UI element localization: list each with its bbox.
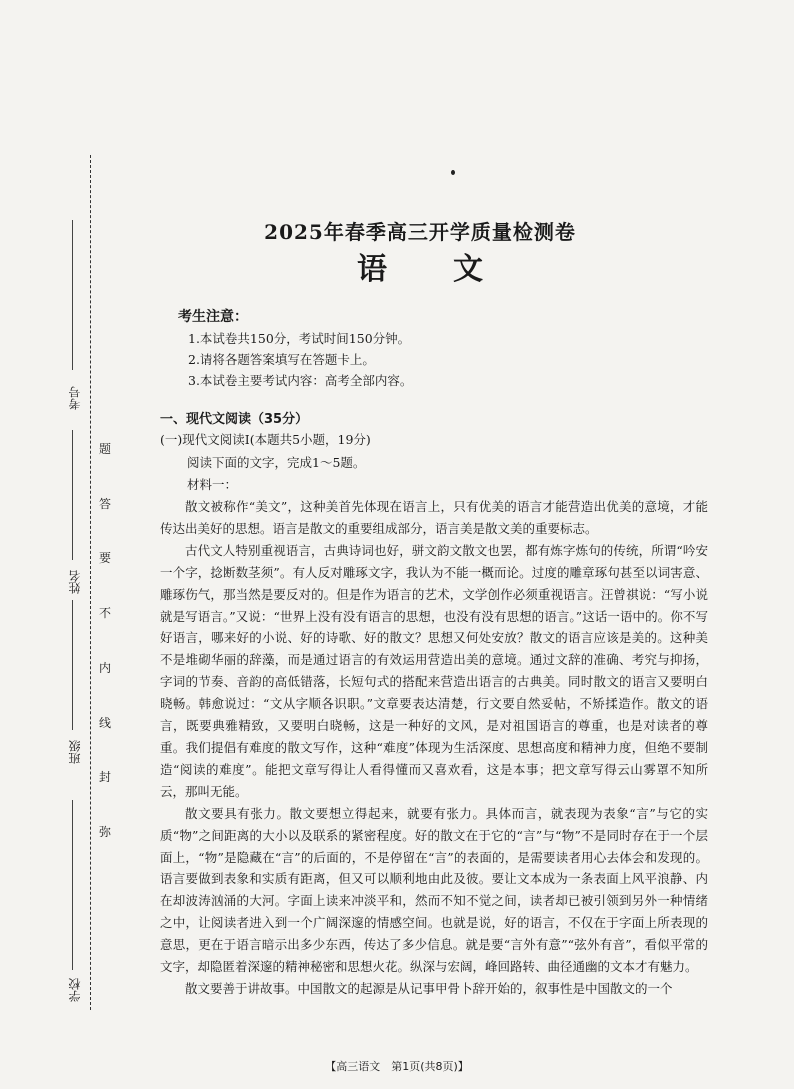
seal-char: 内	[98, 660, 111, 675]
class-line[interactable]	[72, 600, 73, 730]
material-heading: 材料一：	[187, 477, 238, 492]
ink-dot	[451, 170, 455, 175]
seal-char: 答	[98, 496, 111, 511]
school-line[interactable]	[72, 800, 73, 970]
subject-title: 语文	[357, 252, 549, 287]
binding-dashed-border	[90, 155, 91, 1010]
notice-item: 2.请将各题答案填写在答题卡上。	[188, 352, 375, 367]
school-label: 学校	[68, 978, 82, 1002]
seal-char: 封	[98, 770, 111, 785]
notice-heading: 考生注意：	[178, 309, 248, 325]
section-heading: 一、现代文阅读（35分）	[160, 412, 309, 427]
paragraph: 散文要具有张力。散文要想立得起来，就要有张力。具体而言，就表现为表象“言”与它的实质“物”之间距离的大小以及联系的紧密程度。好的散文在于它的“言”与“物”不是同时存在于一个层面上，“物”是隐藏在“言”的后面的，不是停留在“言”的表面的，是需要读者用心去体会和发现的。语言要做到表象和实质有距离，但又可以顺利地由此及彼。要让文本成为一条表面上风平浪静、内在却波涛汹涌的大河。字面上读来冲淡平和，然而不知不觉之间，读者却已被引领到另外一种情绪之中，让阅读者进入到一个广阔深邃的情感空间。也就是说，好的语言，不仅在于字面上所表现的意思，更在于语言暗示出多少东西，传达了多少信息。就是要“言外有意”“弦外有音”，看似平常的文字，却隐匿着深邃的精神秘密和思想火花。纵深与宏阔，峰回路转、曲径通幽的文本才有魅力。	[160, 805, 708, 975]
seal-char: 不	[98, 606, 111, 621]
exam-no-label: 考号	[68, 386, 82, 410]
name-label: 姓名	[68, 570, 82, 594]
seal-char: 弥	[98, 824, 111, 839]
notice-item: 1.本试卷共150分，考试时间150分钟。	[188, 331, 411, 346]
seal-char: 题	[98, 442, 111, 456]
exam-no-line[interactable]	[72, 220, 73, 370]
page-footer: 【高三语文 第1页(共8页)】	[325, 1060, 469, 1073]
name-line[interactable]	[72, 430, 73, 560]
paragraph: 散文要善于讲故事。中国散文的起源是从记事甲骨卜辞开始的，叙事性是中国散文的一个	[185, 980, 673, 996]
sub-section-heading: (一)现代文阅读Ⅰ(本题共5小题，19分)	[160, 432, 371, 447]
instruction: 阅读下面的文字，完成1～5题。	[187, 455, 366, 470]
paragraph: 古代文人特别重视语言，古典诗词也好，骈文韵文散文也罢，都有炼字炼句的传统，所谓“吟安一个字，捻断数茎须”。有人反对雕琢文字，我认为不能一概而论。过度的雕章琢句甚至以词害意、雕琢伤气，那当然是要反对的。但是作为语言的艺术，文学创作必须重视语言。汪曾祺说：“写小说就是写语言。”又说：“世界上没有没有语言的思想，也没有没有思想的语言。”这话一语中的。你不写好语言，哪来好的小说、好的诗歌、好的散文？思想又何处安放？散文的语言应该是美的。这种美不是堆砌华丽的辞藻，而是通过语言的有效运用营造出美的意境。通过文辞的准确、考究与抑扬，字词的节奏、音韵的高低错落，长短句式的搭配来营造出语言的古典美。同时散文的语言又要明白晓畅。韩愈说过：“文从字顺各识职。”文章要表达清楚，行文要自然妥帖，不矫揉造作。散文的语言，既要典雅精致，又要明白晓畅，这是一种好的文风，是对祖国语言的尊重，也是对读者的尊重。我们提倡有难度的散文写作，这种“难度”体现为生活深度、思想高度和精神力度，但绝不要制造“阅读的难度”。能把文章写得让人看得懂而又喜欢看，这是本事；把文章写得云山雾罩不知所云，那叫无能。	[160, 542, 708, 799]
notice-item: 3.本试卷主要考试内容：高考全部内容。	[188, 373, 413, 388]
notice-list	[188, 328, 412, 391]
paragraph: 散文被称作“美文”，这种美首先体现在语言上，只有优美的语言才能营造出优美的意境，才能传达出美好的思想。语言是散文的重要组成部分，语言美是散文美的重要标志。	[160, 499, 708, 536]
seal-warning	[95, 440, 115, 840]
class-label: 班级	[68, 740, 82, 764]
reading-passage	[160, 496, 708, 1000]
seal-char: 要	[98, 551, 111, 566]
exam-title: 2025年春季高三开学质量检测卷	[264, 220, 576, 244]
seal-char: 线	[98, 715, 111, 730]
